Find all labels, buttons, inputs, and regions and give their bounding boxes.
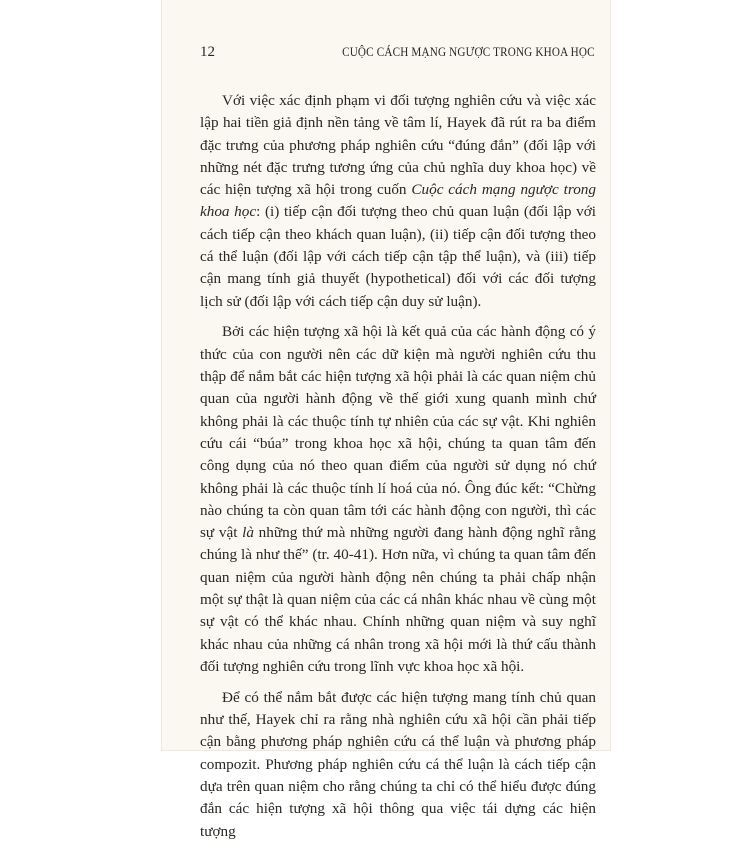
book-title-italic: Cuộc cách mạng ngược trong khoa học [200,181,596,221]
paragraph-3: Để có thể nắm bắt được các hiện tượng mang tính chủ quan như thế, Hayek chỉ ra rằng nhà nghiên cứu xã hội cần phải tiếp cận bằng phương pháp nghiên cứu cá thể luận và phương pháp compozit. Phương pháp nghiên cứu cá thể luận là cách tiếp cận dựa trên quan niệm cho rằng chúng ta chỉ có thể hiểu được đúng đắn các hiện tượng xã hội thông qua việc tái dựng các hiện tượng [200,688,596,840]
paragraph-1: Với việc xác định phạm vi đối tượng nghiên cứu và việc xác lập hai tiền giả định nền tảng về tâm lí, Hayek đã rút ra ba điểm đặc trưng của phương pháp nghiên cứu “đúng đắn” (đối lập với những nét đặc trưng tương ứng của chủ nghĩa duy khoa học) về các hiện tượng xã hội trong cuốn Cuộc cách mạng ngược trong khoa học: (i) tiếp cận đối tượng theo chủ quan luận (đối lập với cách tiếp cận theo khách quan luận), (ii) tiếp cận đối tượng theo cá thể luận (đối lập với cách tiếp cận tập thể luận), và (iii) tiếp cận mang tính giả thuyết (hypothetical) đối với các đối tượng lịch sử (đối lập với cách tiếp cận duy sử luận). [200,92,597,310]
page-header [200,44,595,66]
page-number: 12 [200,44,215,60]
running-title: CUỘC CÁCH MẠNG NGƯỢC TRONG KHOA HỌC [342,45,595,59]
emphasis-italic: là [242,524,254,542]
book-page [162,0,610,840]
body-text [200,90,596,851]
paragraph-2: Bởi các hiện tượng xã hội là kết quả của các hành động có ý thức của con người nên các dữ kiện mà người nghiên cứu thu thập để nắm bắt các hiện tượng xã hội phải là các quan niệm chủ quan của người hành động về thế giới xung quanh mình chứ không phải là các thuộc tính tự nhiên của các sự vật. Khi nghiên cứu cái “búa” trong khoa học xã hội, chúng ta quan tâm đến công dụng của nó theo quan điểm của người sử dụng nó chứ không phải là các thuộc tính lí hoá của nó. Ông đúc kết: “Chừng nào chúng ta còn quan tâm tới các hành động con người, thì các sự vật là những thứ mà những người đang hành động nghĩ rằng chúng là như thế” (tr. 40-41). Hơn nữa, vì chúng ta quan tâm đến quan niệm của người hành động nên chúng ta phải chấp nhận một sự thật là quan niệm của các cá nhân khác nhau về cùng một sự vật có thể khác nhau. Chính những quan niệm và suy nghĩ khác nhau của những cá nhân trong xã hội mới là thứ cấu thành đối tượng nghiên cứu trong lĩnh vực khoa học xã hội. [200,323,597,675]
